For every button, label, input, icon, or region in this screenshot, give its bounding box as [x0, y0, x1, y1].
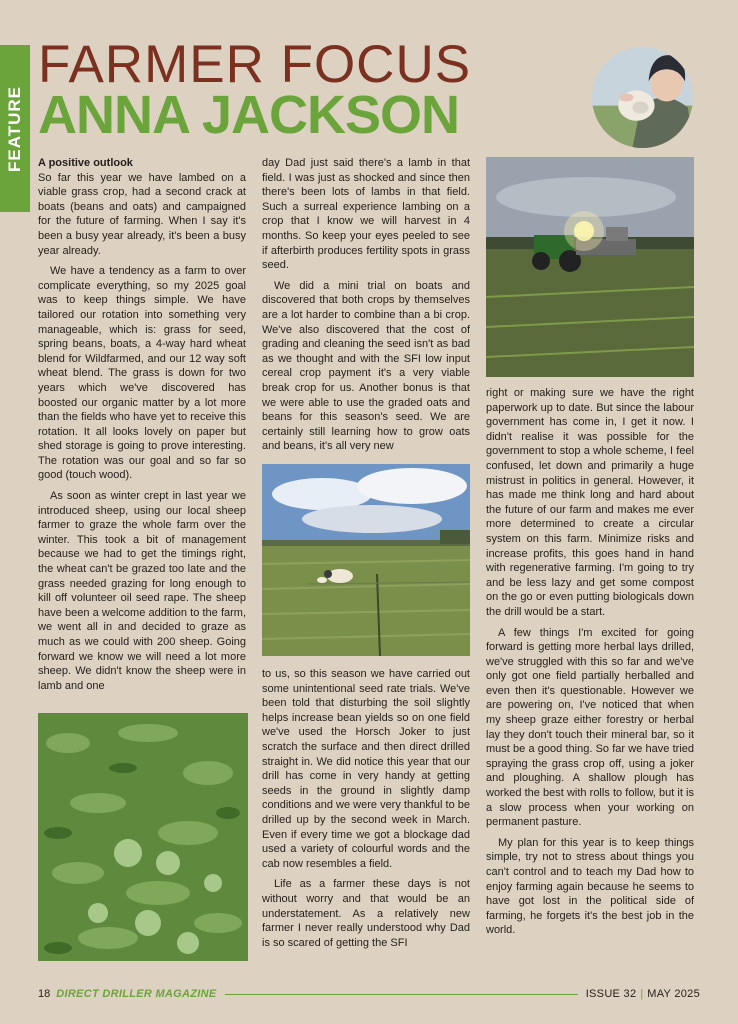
magazine-name: DIRECT DRILLER MAGAZINE [56, 988, 217, 1000]
footer-separator: | [640, 988, 644, 1000]
tractor-drilling-photo [486, 157, 694, 377]
author-portrait-photo [592, 47, 693, 148]
paragraph: As soon as winter crept in last year we introduced sheep, using our local sheep farmer to graze the whole farm over the winter. This took a bit of management because we had to get the timings right, the wheat can't be grazed too late and the grass needed grazing for long enough to kill off volunteer oil seed rape. The sheep have been a welcome addition to the farm, we went all in and decided to graze as much as we could with 200 sheep. Going forward we know we will need a lot more sheep. We didn't know the sheep were in lamb and one [38, 490, 246, 692]
article-column-2-bottom [262, 667, 470, 961]
paragraph: My plan for this year is to keep things simple, try not to stress about things you can't control and to teach my Dad how to enjoy farming again because he seems to have got lost in the political side of farming, he forgets it's the best job in the world. [486, 836, 694, 937]
paragraph: Life as a farmer these days is not without worry and that would be an understatement. As a relatively new farmer I never really understood why Dad is so scared of getting the SFI [262, 878, 470, 949]
footer-divider [225, 994, 578, 995]
grass-field-photo [38, 713, 248, 961]
paragraph: We have a tendency as a farm to over complicate everything, so my 2025 goal was to keep things simple. We have tailored our rotation into something very manageable, which is: grass for seed, spring beans, boats, a 4-way hard wheat blend for Wildfarmed, and our 12 way soft wheat blend. The grass is down for two years which we've discovered has boosted our organic matter by a lot more than the fields who have yet to receive this rotation. It all looks lovely on paper but shed storage is going to prove interesting. The rotation was our goal and so far so good (touch wood). [38, 265, 246, 482]
paragraph: So far this year we have lambed on a viable grass crop, had a second crack at boats (beans and oats) and campaigned for the future of farming. When I say it's been a busy year already, it's been a busy year already. [38, 171, 246, 257]
title-farmer-focus: FARMER FOCUS [38, 35, 472, 94]
feature-tab-label: FEATURE [5, 85, 24, 172]
article-column-1 [38, 156, 246, 704]
paragraph: right or making sure we have the right paperwork up to date. But since the labour government has come in, I get it now. I didn't realise it was possible for the government to stop a whole scheme, I feel confused, let down and primarily a huge mistrust in politics in general. However, it has made me think long and hard about the future of our farm and makes me ever more determined to create a circular system on this farm. Minimize risks and increase profits, this goes hand in hand with regenerative farming. I'm going to try and be less lazy and get some compost on the go or even putting biologicals down the drill would be a start. [486, 387, 694, 618]
page-number: 18 [38, 988, 51, 1000]
paragraph: to us, so this season we have carried out some unintentional seed rate trials. We've been told that disturbing the soil slightly helps increase bean yields so on one field we've used the Horsch Joker to just scratch the surface and then direct drilled straight in. We did notice this year that our drill has come in very handy at getting seeds in the ground in slightly damp conditions and we were very thankful to be drilled up by the second week in March. Even if every time we got a blockage dad used a variety of colourful words and the cab now resembles a field. [262, 668, 470, 870]
page-footer [38, 986, 700, 1002]
paragraph: We did a mini trial on boats and discovered that both crops by themselves are a lot harder to combine than a bi crop. We've also discovered that the cost of grading and cleaning the seed isn't as bad as we thought and with the SFI low input cereal crop payment it's a very viable break crop for us. Another bonus is that we were able to use the graded oats and beans for this season's seed. We are certainly still learning how to grow oats and beans, it's all very new [262, 279, 470, 453]
issue-number: ISSUE 32 [585, 988, 637, 1000]
sheep-field-photo [262, 464, 470, 656]
article-column-2-top [262, 156, 470, 458]
section-subhead: A positive outlook [38, 157, 133, 169]
feature-tab [0, 45, 30, 212]
issue-date: MAY 2025 [647, 988, 700, 1000]
paragraph: day Dad just said there's a lamb in that field. I was just as shocked and since then there's been lots of lambs in that field. Such a surreal experience lambing on a crop that I know we will harvest in 4 months. So keep your eyes peeled to see if afterbirth produces fertility spots in grass seed. [262, 157, 470, 272]
paragraph: A few things I'm excited for going forward is getting more herbal lays drilled, we've struggled with this so far and we've only got one field partially herballed and even then it's questionable. However we are powering on, I've noticed that when my sheep graze either forestry or herbal lay they don't touch their mineral bar, so it must be a good thing. So far we have tried spraying the grass crop off, using a joker and ploughing. A shallow plough has worked the best with rolls to follow, but it is a slow process when your working on permanent pasture. [486, 626, 694, 829]
article-column-3 [486, 386, 694, 962]
title-author-name: ANNA JACKSON [38, 85, 460, 145]
